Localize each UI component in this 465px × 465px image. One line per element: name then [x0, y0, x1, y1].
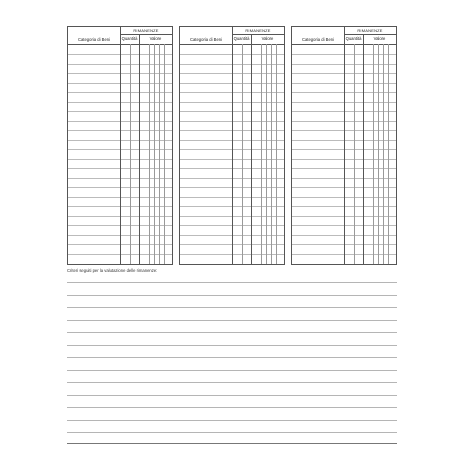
- writing-line: [67, 295, 397, 296]
- writing-line: [67, 357, 397, 358]
- amount-subcolumn-line: [266, 44, 267, 264]
- quantity-header: Quantità: [345, 36, 362, 41]
- amount-subcolumn-line: [354, 44, 355, 264]
- amount-subcolumn-line: [154, 44, 155, 264]
- amount-subcolumn-line: [164, 44, 165, 264]
- category-header: Categoria di Beni: [301, 37, 335, 42]
- inventory-table-1: [67, 26, 173, 265]
- writing-line: [67, 345, 397, 346]
- writing-line: [67, 407, 397, 408]
- writing-line: [67, 395, 397, 396]
- amount-subcolumn-line: [271, 44, 272, 264]
- column-divider: [344, 27, 345, 264]
- writing-line: [67, 420, 397, 421]
- category-header: Categoria di Beni: [77, 37, 111, 42]
- column-divider: [120, 27, 121, 264]
- column-divider: [251, 34, 252, 264]
- amount-subcolumn-line: [378, 44, 379, 264]
- column-divider: [363, 34, 364, 264]
- column-divider: [139, 34, 140, 264]
- value-header: Valore: [149, 36, 162, 41]
- writing-line: [67, 382, 397, 383]
- amount-subcolumn-line: [388, 44, 389, 264]
- column-divider: [232, 27, 233, 264]
- amount-subcolumn-line: [276, 44, 277, 264]
- inventory-header: RIMANENZE: [232, 27, 284, 35]
- writing-line: [67, 332, 397, 333]
- amount-subcolumn-line: [373, 44, 374, 264]
- inventory-header: RIMANENZE: [120, 27, 172, 35]
- writing-line: [67, 320, 397, 321]
- value-header: Valore: [373, 36, 386, 41]
- amount-subcolumn-line: [383, 44, 384, 264]
- quantity-header: Quantità: [121, 36, 138, 41]
- writing-line: [67, 432, 397, 433]
- amount-subcolumn-line: [159, 44, 160, 264]
- category-header: Categoria di Beni: [189, 37, 223, 42]
- inventory-table-3: [291, 26, 397, 265]
- bottom-rule: [67, 443, 397, 444]
- value-header: Valore: [261, 36, 274, 41]
- inventory-header: RIMANENZE: [344, 27, 396, 35]
- inventory-table-2: [179, 26, 285, 265]
- valuation-criteria-label: Criteri seguiti per la valutazione delle rimanenze:: [67, 268, 158, 273]
- writing-line: [67, 307, 397, 308]
- amount-subcolumn-line: [130, 44, 131, 264]
- amount-subcolumn-line: [149, 44, 150, 264]
- amount-subcolumn-line: [261, 44, 262, 264]
- amount-subcolumn-line: [242, 44, 243, 264]
- writing-line: [67, 370, 397, 371]
- writing-line: [67, 282, 397, 283]
- quantity-header: Quantità: [233, 36, 250, 41]
